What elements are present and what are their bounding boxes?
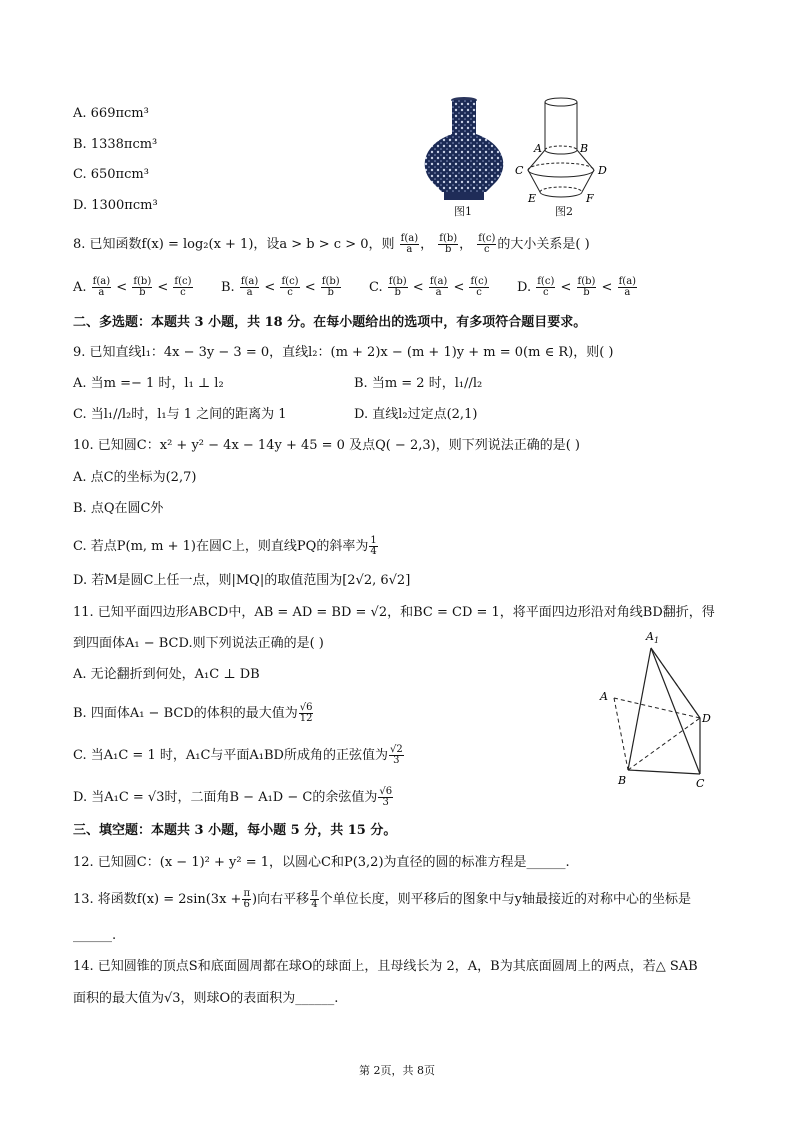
q8-stem: 8. 已知函数f(x) = log₂(x + 1)，设a > b > c > 0，则 $\frac{f(a)}{a}$ ， $\frac{f(b)}{b}$ ， $\frac{f(c)}{c}$ 的大小关系是( ) [73,233,590,255]
q9-option-a: A. 当m =− 1 时，l₁ ⊥ l₂ [73,376,224,391]
fraction: $\frac{f(b)}{b}$ [439,233,458,255]
q11-stem-line1: 11. 已知平面四边形ABCD中，AB = AD = BD = √2，和BC = CD = 1，将平面四边形沿对角线BD翻折，得 [73,605,715,620]
q10-option-a: A. 点C的坐标为(2,7) [73,470,197,485]
fraction: $\frac{f(c)}{c}$ [478,233,496,255]
q10-option-c: C. 若点P(m, m + 1)在圆C上，则直线PQ的斜率为 $\frac{1}{4}$ [73,535,377,557]
fraction: $\frac{\pi}{6}$ [243,888,251,910]
fig2-label-c: C [515,164,524,177]
section-3-heading: 三、填空题：本题共 3 小题，每小题 5 分，共 15 分。 [73,823,397,838]
page-footer: 第 2页，共 8页 [359,1064,435,1077]
fraction: $\frac{√6}{3}$ [379,786,393,808]
q9-option-c: C. 当l₁//l₂时，l₁与 1 之间的距离为 1 [73,407,287,422]
q7-option-b: B. 1338πcm³ [73,137,158,152]
q8-option-c: C. $\frac{f(b)}{b}$ < $\frac{f(a)}{a}$ < $\frac{f(c)}{c}$ [369,276,488,298]
q8-stem-text: 8. 已知函数f(x) = log₂(x + 1)，设a > b > c > 0，则 [73,237,395,252]
fig2-label-e: E [528,192,537,205]
fraction: $\frac{1}{4}$ [370,535,377,557]
figure1-caption: 图1 [454,205,472,218]
q9-stem: 9. 已知直线l₁：4x − 3y − 3 = 0，直线l₂：(m + 2)x − (m + 1)y + m = 0(m ∈ R)，则( ) [73,345,614,360]
fraction: $\frac{√6}{12}$ [299,702,313,724]
q8-option-d: D. $\frac{f(c)}{c}$ < $\frac{f(b)}{b}$ < $\frac{f(a)}{a}$ [517,276,637,298]
section-2-heading: 二、多选题：本题共 3 小题，共 18 分。在每小题给出的选项中，有多项符合题目要求。 [73,315,587,330]
q13-text: 13. 将函数f(x) = 2sin(3x + $\frac{\pi}{6}$ )向右平移 $\frac{\pi}{4}$ 个单位长度，则平移后的图象中与y轴最接近的对称中心的坐标是 [73,888,692,910]
q7-option-d: D. 1300πcm³ [73,198,158,213]
q11-option-c: C. 当A₁C = 1 时，A₁C与平面A₁BD所成角的正弦值为 $\frac{√2}{3}$ [73,744,403,766]
fig11-label-b: B [618,774,627,787]
q11-option-b: B. 四面体A₁ − BCD的体积的最大值为 $\frac{√6}{12}$ [73,702,313,724]
fig2-label-b: B [580,142,589,155]
q7-option-a: A. 669πcm³ [73,106,149,121]
fig2-label-f: F [586,192,594,205]
q14-line1: 14. 已知圆锥的顶点S和底面圆周都在球O的球面上，且母线长为 2，A，B为其底面圆周上的两点，若△ SAB [73,959,698,974]
fig2-label-a: A [534,142,542,155]
q11-stem-line2: 到四面体A₁ − BCD.则下列说法正确的是( ) [73,636,324,651]
q9-option-d: D. 直线l₂过定点(2,1) [354,407,478,422]
q11-option-d: D. 当A₁C = √3时，二面角B − A₁D − C的余弦值为 $\frac{√6}{3}$ [73,786,393,808]
q7-option-c: C. 650πcm³ [73,167,149,182]
q12-text: 12. 已知圆C：(x − 1)² + y² = 1，以圆心C和P(3,2)为直径的圆的标准方程是______. [73,855,570,870]
fraction: $\frac{\pi}{4}$ [311,888,318,910]
q10-option-d: D. 若M是圆C上任一点，则|MQ|的取值范围为[2√2, 6√2] [73,573,411,588]
fig11-label-a: A [600,690,608,703]
fraction: $\frac{√2}{3}$ [389,744,403,766]
fig2-label-d: D [598,164,607,177]
q14-line2: 面积的最大值为√3，则球O的表面积为______. [73,991,339,1006]
fig11-label-d: D [702,712,711,725]
q13-blank: ______. [73,928,117,943]
vase-figure [418,96,510,204]
q8-option-a: A. $\frac{f(a)}{a}$ < $\frac{f(b)}{b}$ < $\frac{f(c)}{c}$ [73,276,192,298]
q10-option-b: B. 点Q在圆C外 [73,501,164,516]
figure2-caption: 图2 [555,205,573,218]
fig11-label-c: C [696,777,705,790]
q10-stem: 10. 已知圆C：x² + y² − 4x − 14y + 45 = 0 及点Q( − 2,3)，则下列说法正确的是( ) [73,438,580,453]
q9-option-b: B. 当m = 2 时，l₁//l₂ [354,376,483,391]
q8-option-b: B. $\frac{f(a)}{a}$ < $\frac{f(c)}{c}$ < $\frac{f(b)}{b}$ [221,276,340,298]
q11-option-a: A. 无论翻折到何处，A₁C ⊥ DB [73,667,260,682]
fig11-label-a1: $A_1$ [646,630,660,645]
fraction: $\frac{f(a)}{a}$ [400,233,419,255]
geometry-figure-2 [512,94,612,206]
q8-stem-tail: 的大小关系是( ) [497,237,590,252]
tetrahedron-figure [596,626,726,796]
